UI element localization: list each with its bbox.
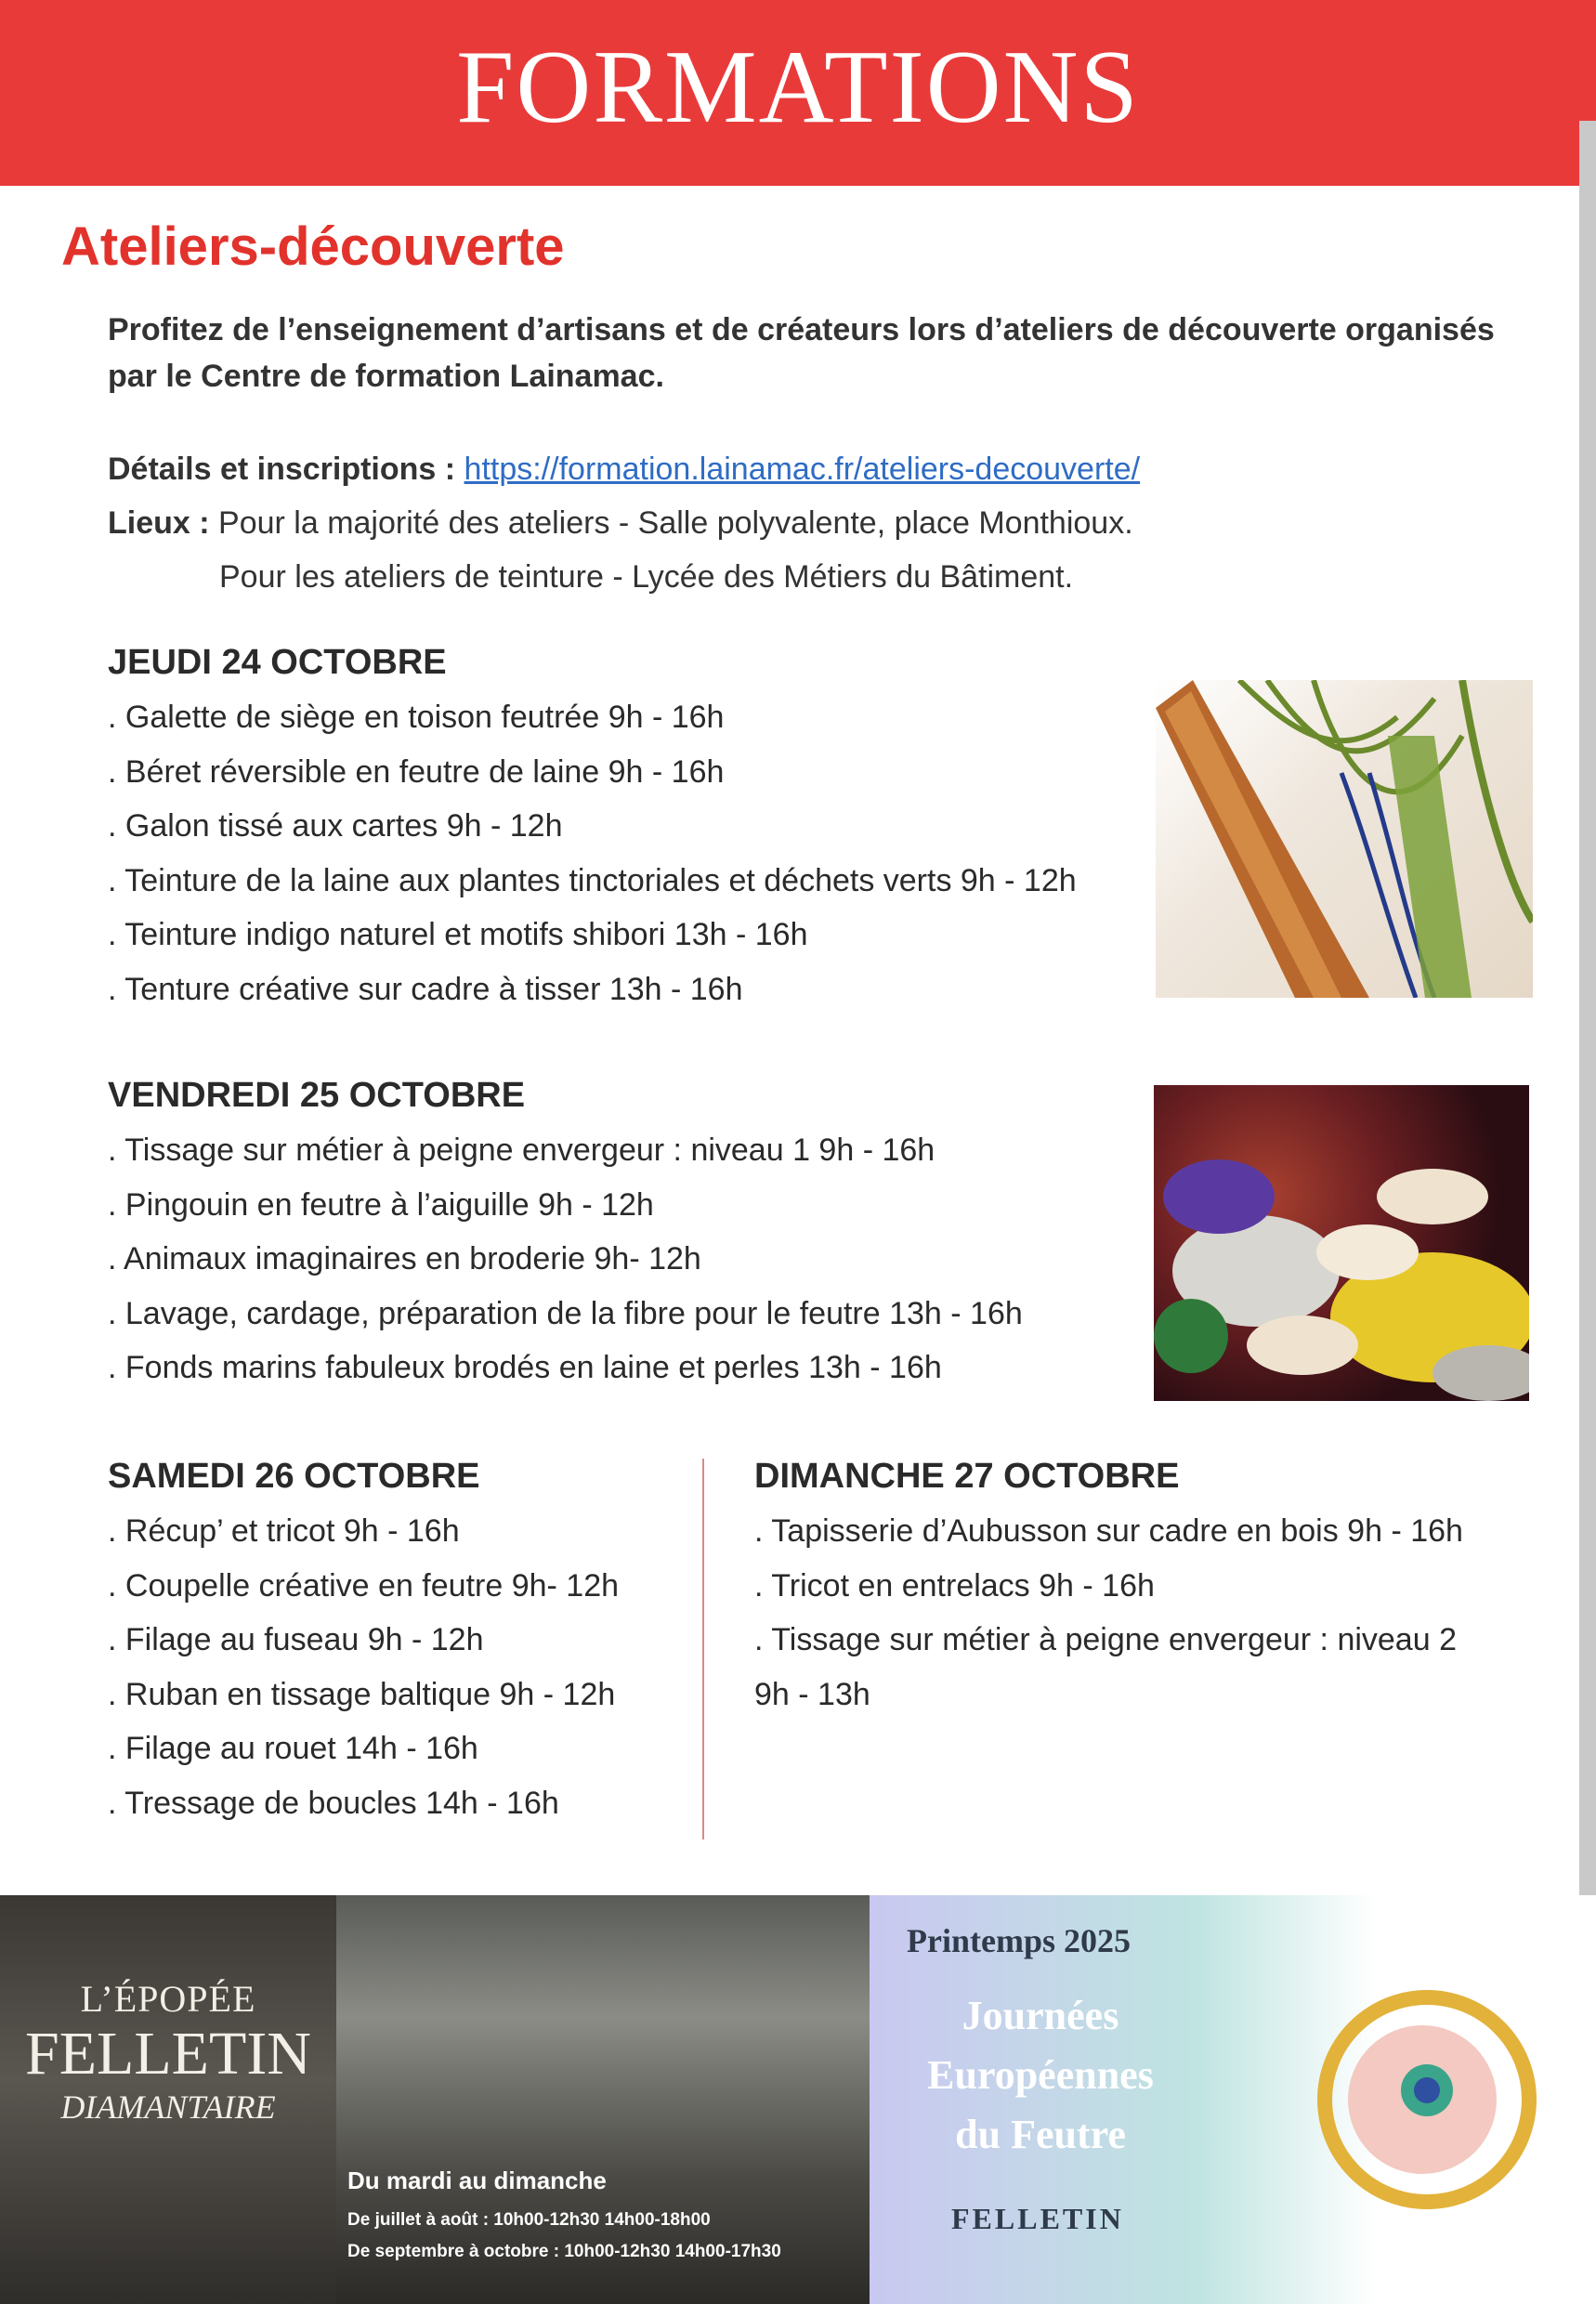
workshop-item: . Tressage de boucles 14h - 16h: [108, 1785, 559, 1821]
event-title: [901, 1986, 1180, 2165]
felletin-logo: [15, 1977, 321, 2127]
day-dimanche: [754, 1457, 1463, 1721]
workshop-item: . Teinture indigo naturel et motifs shibori 13h - 16h: [108, 917, 808, 952]
workshop-item: . Teinture de la laine aux plantes tinctoriales et déchets verts 9h - 12h: [108, 862, 1077, 898]
workshop-item: . Tricot en entrelacs 9h - 16h: [754, 1567, 1155, 1604]
workshop-item: . Galette de siège en toison feutrée 9h - 16h: [108, 700, 725, 735]
workshop-item: 9h - 13h: [754, 1676, 870, 1712]
beads-photo: [1154, 1085, 1529, 1401]
logo-line-1: L’ÉPOPÉE: [80, 1978, 256, 2020]
day-jeudi: [108, 643, 1077, 1016]
event-line: Journées: [962, 1993, 1119, 2038]
workshop-item: . Tapisserie d’Aubusson sur cadre en bois 9h - 16h: [754, 1513, 1463, 1549]
details-label: Détails et inscriptions :: [108, 452, 456, 487]
workshop-item: . Tissage sur métier à peigne envergeur : niveau 1 9h - 16h: [108, 1132, 935, 1168]
details-line: [108, 442, 1140, 496]
day-heading: JEUDI 24 OCTOBRE: [108, 643, 447, 682]
workshop-item: . Récup’ et tricot 9h - 16h: [108, 1513, 460, 1549]
journees-feutre-ad: [870, 1895, 1596, 2304]
hours-title: Du mardi au dimanche: [347, 2167, 607, 2194]
day-vendredi: [108, 1076, 1023, 1395]
workshop-item: . Coupelle créative en feutre 9h- 12h: [108, 1567, 620, 1604]
weaving-photo: [1156, 680, 1533, 998]
season-label: Printemps 2025: [907, 1922, 1131, 1959]
felletin-diamantaire-ad: [0, 1895, 336, 2304]
registration-link[interactable]: https://formation.lainamac.fr/ateliers-decouverte/: [464, 452, 1141, 487]
day-heading: SAMEDI 26 OCTOBRE: [108, 1457, 480, 1496]
workshop-item: . Animaux imaginaires en broderie 9h- 12h: [108, 1241, 701, 1276]
lieux-line: [108, 496, 1140, 550]
workshop-item: . Ruban en tissage baltique 9h - 12h: [108, 1676, 616, 1712]
workshop-item: . Galon tissé aux cartes 9h - 12h: [108, 808, 563, 844]
page-title: FORMATIONS: [456, 29, 1140, 145]
lieux-text-1: Pour la majorité des ateliers - Salle polyvalente, place Monthioux.: [218, 505, 1133, 541]
footer-ads: [0, 1895, 1596, 2304]
workshop-photo-ad: [336, 1895, 870, 2304]
page-edge: [1579, 121, 1596, 2025]
lieux-text-2: Pour les ateliers de teinture - Lycée des Métiers du Bâtiment.: [219, 559, 1074, 595]
day-samedi: [108, 1457, 619, 1830]
section-title: Ateliers-découverte: [61, 216, 565, 277]
day-heading: VENDREDI 25 OCTOBRE: [108, 1076, 526, 1115]
day-heading: DIMANCHE 27 OCTOBRE: [754, 1457, 1180, 1496]
event-line: Européennes: [927, 2052, 1154, 2098]
logo-line-3: DIAMANTAIRE: [60, 2088, 276, 2126]
details-block: [108, 442, 1140, 604]
town-label: FELLETIN: [951, 2202, 1124, 2235]
workshop-item: . Béret réversible en feutre de laine 9h - 16h: [108, 753, 725, 790]
event-line: du Feutre: [955, 2112, 1126, 2157]
hours-line: De septembre à octobre : 10h00-12h30 14h00-17h30: [347, 2242, 781, 2261]
hours-line: De juillet à août : 10h00-12h30 14h00-18h00: [347, 2210, 711, 2230]
intro-text: Profitez de l’enseignement d’artisans et de créateurs lors d’ateliers de découverte organisés par le Centre de formation Lainamac.: [108, 312, 1495, 394]
workshop-item: . Tissage sur métier à peigne envergeur : niveau 2: [754, 1622, 1457, 1657]
workshop-item: . Fonds marins fabuleux brodés en laine et perles 13h - 16h: [108, 1350, 942, 1385]
column-divider: [702, 1459, 704, 1839]
workshop-item: . Filage au fuseau 9h - 12h: [108, 1622, 484, 1657]
lieux-label: Lieux :: [108, 505, 210, 541]
opening-hours: [347, 2167, 781, 2268]
workshop-item: . Lavage, cardage, préparation de la fibre pour le feutre 13h - 16h: [108, 1295, 1023, 1331]
workshop-item: . Pingouin en feutre à l’aiguille 9h - 12h: [108, 1186, 654, 1223]
felt-circle-icon: [1269, 1951, 1557, 2258]
workshop-item: . Tenture créative sur cadre à tisser 13h - 16h: [108, 971, 743, 1007]
workshop-item: . Filage au rouet 14h - 16h: [108, 1731, 478, 1766]
page-header: [0, 0, 1596, 186]
logo-line-2: FELLETIN: [25, 2020, 311, 2088]
